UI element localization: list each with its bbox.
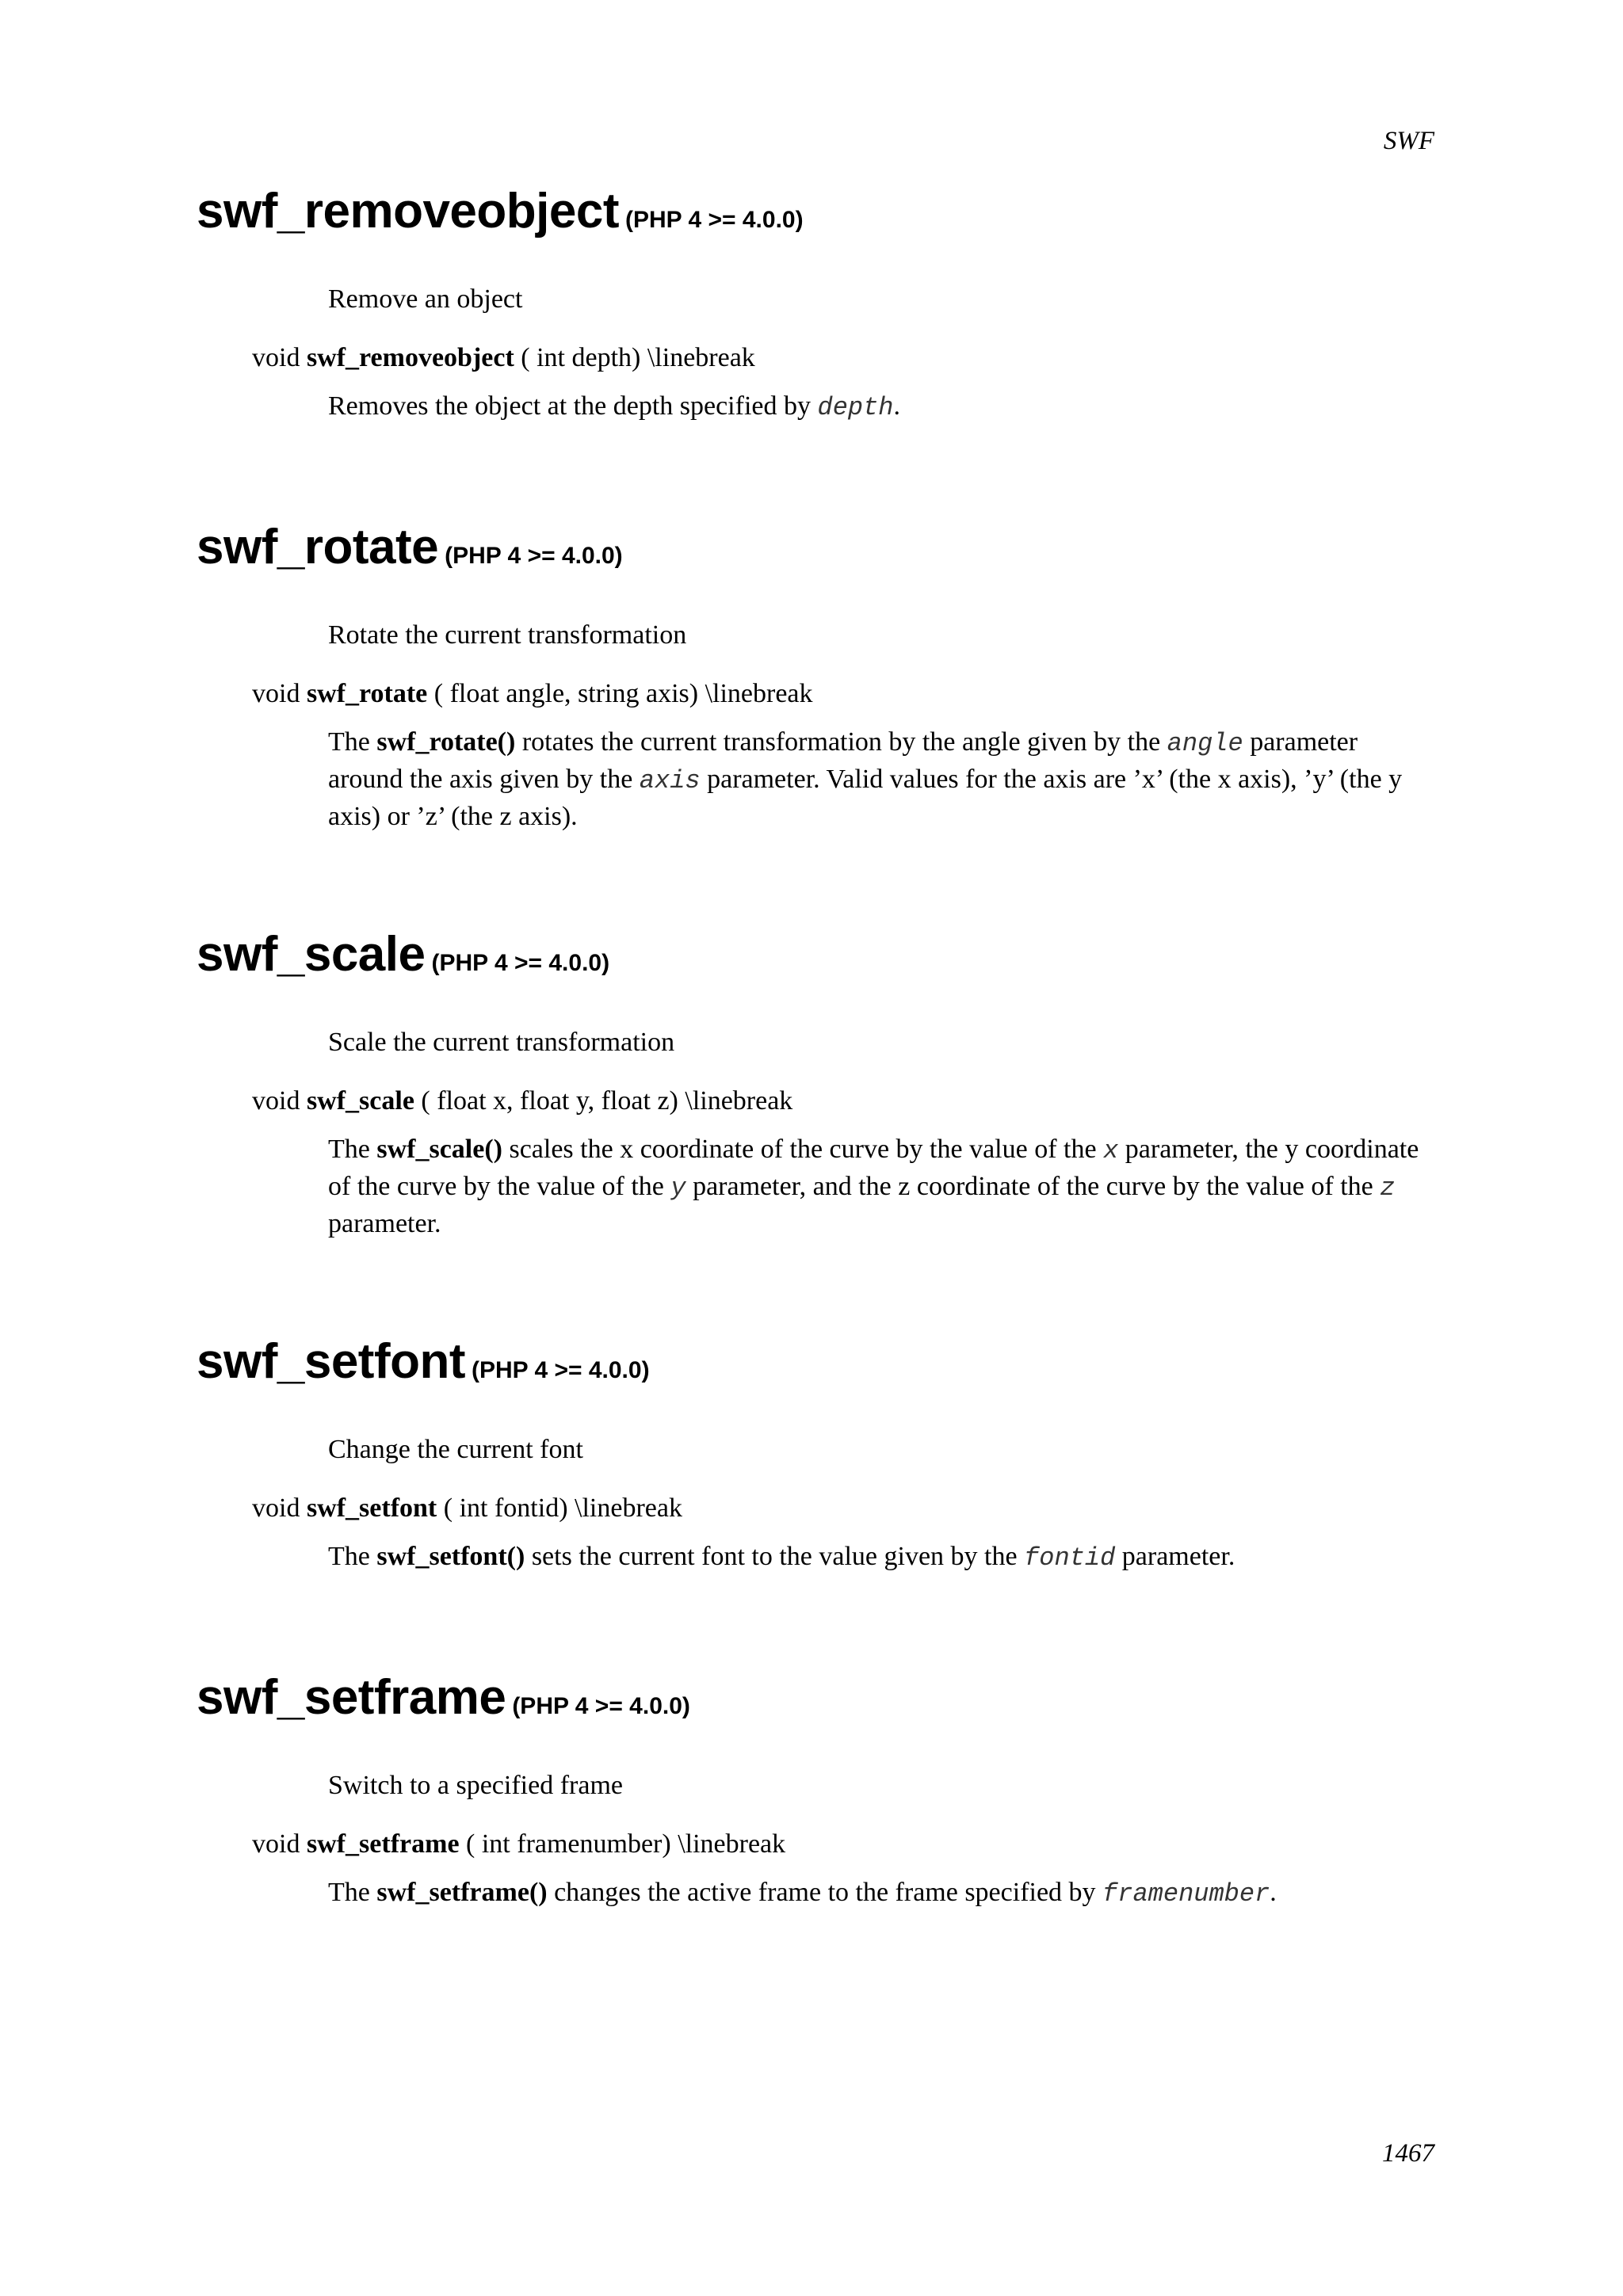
running-head: SWF xyxy=(1383,127,1434,155)
function-name: swf_rotate xyxy=(197,520,439,574)
purpose-line: Rotate the current transformation xyxy=(328,620,687,650)
entry-title xyxy=(197,184,1434,238)
return-type: void xyxy=(252,1493,300,1524)
entry-title xyxy=(197,1670,1434,1725)
purpose-line: Change the current font xyxy=(328,1435,583,1464)
return-type: void xyxy=(252,679,300,709)
parameter: z xyxy=(1380,1173,1396,1203)
desc-text: changes the active frame to the frame specified by xyxy=(547,1878,1103,1908)
desc-text: Removes the object at the depth specified by xyxy=(328,391,818,421)
synopsis-function: swf_scale xyxy=(306,1086,414,1116)
function-name: swf_removeobject xyxy=(197,184,619,238)
description xyxy=(328,388,1434,425)
purpose-line: Switch to a specified frame xyxy=(328,1771,623,1800)
synopsis-function: swf_setframe xyxy=(306,1829,460,1859)
desc-text: parameter, the y coordinate of the curve by the value of the xyxy=(328,1135,1419,1202)
description xyxy=(328,1875,1434,1912)
function-name: swf_scale xyxy=(197,927,426,982)
page-number: 1467 xyxy=(1382,2139,1434,2168)
function-entry xyxy=(197,1670,1434,1912)
parameter: fontid xyxy=(1024,1543,1116,1573)
function-name: swf_setfont xyxy=(197,1334,465,1389)
function-ref: swf_setfont() xyxy=(376,1542,525,1572)
function-entry xyxy=(197,927,1434,1241)
synopsis-function: swf_rotate xyxy=(306,679,428,709)
synopsis-function: swf_setfont xyxy=(306,1493,437,1524)
synopsis-args: ( int framenumber) \linebreak xyxy=(466,1829,786,1859)
desc-text: The xyxy=(328,727,377,757)
desc-text: parameter around the axis given by the xyxy=(328,727,1358,795)
desc-text: . xyxy=(1270,1878,1277,1908)
purpose-line: Remove an object xyxy=(328,284,523,314)
synopsis xyxy=(252,341,1434,376)
desc-text: The xyxy=(328,1135,377,1165)
return-type: void xyxy=(252,1086,300,1116)
desc-text: . xyxy=(893,391,900,421)
synopsis-function: swf_removeobject xyxy=(306,343,514,373)
desc-text: parameter. Valid values for the axis are ’x’ (the x axis), ’y’ (the y axis) or ’z’ (the z axis). xyxy=(328,765,1403,832)
synopsis xyxy=(252,1491,1434,1526)
entry-title xyxy=(197,927,1434,982)
desc-text: rotates the current transformation by the angle given by the xyxy=(515,727,1167,757)
function-ref: swf_setframe() xyxy=(376,1878,548,1908)
synopsis-args: ( int depth) \linebreak xyxy=(521,343,755,373)
return-type: void xyxy=(252,343,300,373)
description xyxy=(328,1131,1434,1241)
desc-text: parameter. xyxy=(328,1209,441,1239)
desc-text: The xyxy=(328,1542,377,1572)
parameter: y xyxy=(670,1173,686,1203)
function-name: swf_setframe xyxy=(197,1670,506,1725)
desc-text: parameter, and the z coordinate of the curve by the value of the xyxy=(685,1172,1381,1202)
version-info: (PHP 4 >= 4.0.0) xyxy=(471,1357,650,1383)
return-type: void xyxy=(252,1829,300,1859)
version-info: (PHP 4 >= 4.0.0) xyxy=(625,207,804,233)
function-entry xyxy=(197,1334,1434,1576)
version-info: (PHP 4 >= 4.0.0) xyxy=(512,1693,690,1719)
synopsis-args: ( int fontid) \linebreak xyxy=(443,1493,682,1524)
version-info: (PHP 4 >= 4.0.0) xyxy=(445,543,623,569)
function-ref: swf_scale() xyxy=(376,1135,502,1165)
description xyxy=(328,1539,1434,1576)
function-ref: swf_rotate() xyxy=(376,727,516,757)
parameter: x xyxy=(1103,1136,1119,1166)
synopsis xyxy=(252,1084,1434,1119)
purpose-line: Scale the current transformation xyxy=(328,1028,675,1057)
desc-text: sets the current font to the value given by the xyxy=(525,1542,1025,1572)
synopsis xyxy=(252,1827,1434,1862)
desc-text: parameter. xyxy=(1115,1542,1235,1572)
entry-title xyxy=(197,520,1434,574)
synopsis-args: ( float x, float y, float z) \linebreak xyxy=(421,1086,793,1116)
desc-text: The xyxy=(328,1878,377,1908)
parameter: framenumber xyxy=(1102,1879,1270,1909)
parameter: depth xyxy=(817,393,894,423)
entry-title xyxy=(197,1334,1434,1389)
version-info: (PHP 4 >= 4.0.0) xyxy=(431,950,610,976)
description xyxy=(328,724,1434,834)
function-entry xyxy=(197,184,1434,425)
function-entry xyxy=(197,520,1434,834)
parameter: angle xyxy=(1167,729,1243,759)
synopsis xyxy=(252,677,1434,711)
desc-text: scales the x coordinate of the curve by the value of the xyxy=(502,1135,1104,1165)
synopsis-args: ( float angle, string axis) \linebreak xyxy=(433,679,813,709)
parameter: axis xyxy=(639,766,701,796)
